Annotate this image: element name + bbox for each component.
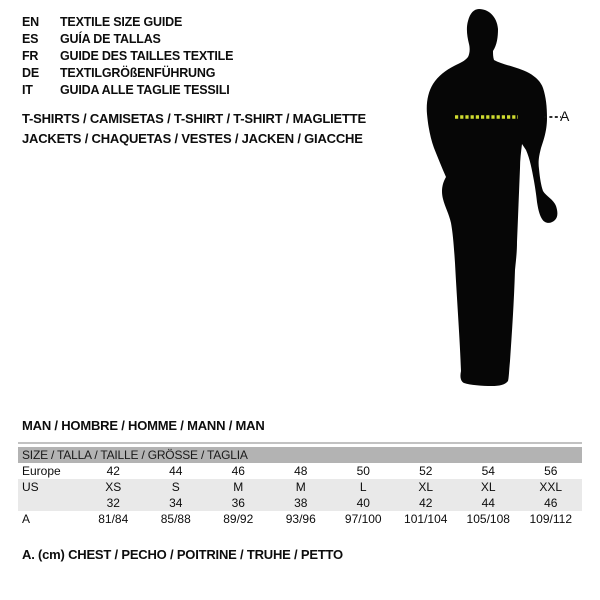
row-label: US bbox=[22, 480, 39, 494]
cell: M bbox=[295, 480, 306, 494]
cell: 48 bbox=[294, 464, 308, 478]
category-list bbox=[22, 109, 366, 149]
cell: 36 bbox=[231, 496, 245, 510]
cell: 50 bbox=[356, 464, 370, 478]
language-row bbox=[22, 31, 233, 48]
language-code: DE bbox=[22, 66, 39, 80]
cell: 42 bbox=[419, 496, 433, 510]
cell: XXL bbox=[539, 480, 563, 494]
chest-footnote: A. (cm) CHEST / PECHO / POITRINE / TRUHE / PETTO bbox=[22, 547, 343, 562]
category-jackets: JACKETS / CHAQUETAS / VESTES / JACKEN / GIACCHE bbox=[22, 131, 363, 146]
cell: 85/88 bbox=[160, 512, 191, 526]
language-list bbox=[22, 14, 233, 99]
cell: 40 bbox=[356, 496, 370, 510]
language-row bbox=[22, 65, 233, 82]
cell: 97/100 bbox=[344, 512, 382, 526]
language-label: GUIDE DES TAILLES TEXTILE bbox=[60, 49, 234, 63]
cell: 93/96 bbox=[285, 512, 316, 526]
cell: 32 bbox=[106, 496, 120, 510]
language-code: EN bbox=[22, 15, 39, 29]
category-tshirts: T-SHIRTS / CAMISETAS / T-SHIRT / T-SHIRT / MAGLIETTE bbox=[22, 111, 366, 126]
cell: 105/108 bbox=[466, 512, 510, 526]
cell: 109/112 bbox=[529, 512, 572, 526]
language-code: IT bbox=[22, 83, 33, 97]
cell: 44 bbox=[481, 496, 495, 510]
cell: 54 bbox=[481, 464, 495, 478]
cell: S bbox=[171, 480, 180, 494]
language-row bbox=[22, 14, 233, 31]
cell: L bbox=[359, 480, 367, 494]
table-row-europe bbox=[18, 463, 582, 479]
cell: 44 bbox=[169, 464, 183, 478]
cell: M bbox=[233, 480, 244, 494]
size-table bbox=[18, 447, 582, 527]
language-code: ES bbox=[22, 32, 39, 46]
man-silhouette-figure bbox=[405, 0, 600, 400]
cell: 46 bbox=[231, 464, 245, 478]
size-table-header: SIZE / TALLA / TAILLE / GRÖSSE / TAGLIA bbox=[18, 447, 582, 463]
cell: 81/84 bbox=[98, 512, 129, 526]
language-row bbox=[22, 82, 233, 99]
section-title-man: MAN / HOMBRE / HOMME / MANN / MAN bbox=[22, 418, 265, 433]
measure-a-label: A bbox=[560, 108, 570, 124]
cell: 89/92 bbox=[223, 512, 254, 526]
cell: 101/104 bbox=[404, 512, 448, 526]
row-label: A bbox=[22, 512, 31, 526]
cell: XS bbox=[105, 480, 122, 494]
row-label bbox=[18, 495, 82, 511]
cell: 38 bbox=[294, 496, 308, 510]
language-label: TEXTILE SIZE GUIDE bbox=[60, 15, 183, 29]
cell: 34 bbox=[169, 496, 183, 510]
cell: 46 bbox=[544, 496, 558, 510]
table-row-alt-sizes bbox=[18, 495, 582, 511]
language-label: TEXTILGRÖßENFÜHRUNG bbox=[60, 66, 216, 80]
cell: XL bbox=[418, 480, 434, 494]
row-label: Europe bbox=[22, 464, 61, 478]
language-code: FR bbox=[22, 49, 39, 63]
table-row-us bbox=[18, 479, 582, 495]
cell: 56 bbox=[544, 464, 558, 478]
cell: XL bbox=[480, 480, 496, 494]
language-row bbox=[22, 48, 233, 65]
man-silhouette bbox=[427, 9, 558, 386]
table-top-rule bbox=[18, 442, 582, 444]
cell: 42 bbox=[106, 464, 120, 478]
cell: 52 bbox=[419, 464, 433, 478]
language-label: GUIDA ALLE TAGLIE TESSILI bbox=[60, 83, 230, 97]
table-row-chest-a bbox=[18, 511, 582, 527]
language-label: GUÍA DE TALLAS bbox=[60, 32, 161, 46]
